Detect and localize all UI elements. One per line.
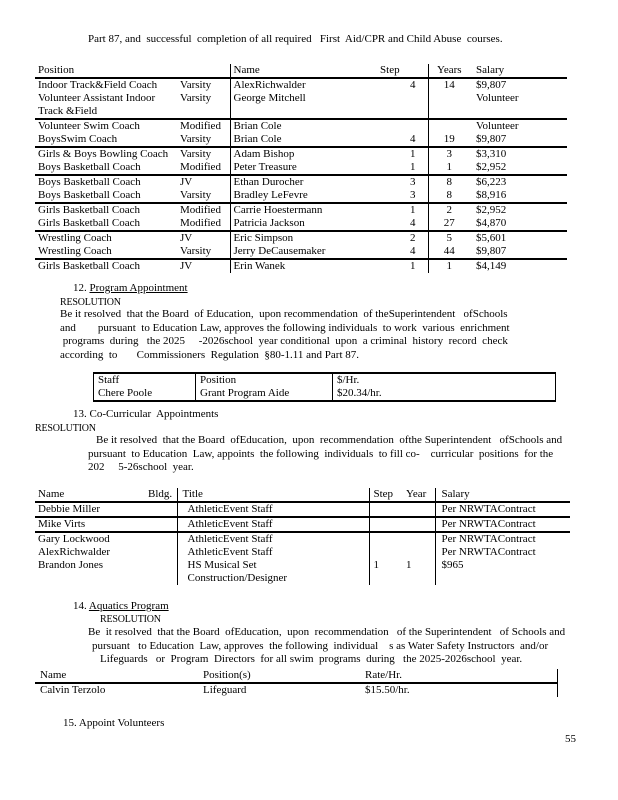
cell-years: 1	[446, 161, 453, 173]
header-rate: $/Hr.	[337, 374, 360, 386]
header-positions: Position(s)	[198, 669, 360, 683]
aquatics-table	[35, 669, 558, 697]
cell-level: JV	[180, 175, 230, 189]
cell-salary: $4,870	[476, 217, 507, 229]
cell-level: Varsity	[180, 133, 230, 147]
header-title: Title	[177, 488, 369, 502]
section-12-body	[60, 308, 510, 362]
section-number: 12.	[73, 282, 87, 294]
resolution-label: RESOLUTION	[100, 614, 161, 625]
cell-name: Debbie Miller	[38, 503, 101, 515]
cell-staff: Chere Poole	[94, 387, 196, 401]
cell-years	[428, 119, 470, 133]
cell-name: Carrie Hoestermann	[230, 203, 375, 217]
cell-step: 4	[375, 133, 428, 147]
body-line: Be it resolved that the Board ofEducation, upon recommendation ofthe Superintendent ofSchools and	[96, 434, 563, 446]
cell-rate: $15.50/hr.	[360, 683, 557, 697]
table-header-row	[35, 64, 567, 78]
body-line: Lifeguards or Program Directors for all swim programs during the 2025-2026school year.	[100, 653, 523, 665]
cell-step	[375, 119, 428, 133]
cell-rate: $20.34/hr.	[337, 387, 382, 399]
header-rate: Rate/Hr.	[360, 669, 557, 683]
table-row	[35, 217, 567, 231]
header-staff: Staff	[94, 373, 196, 387]
cell-step	[369, 517, 402, 532]
body-line: pursuant to Education Law, appoints the following individuals to fill co- curricular positions for the	[88, 447, 554, 460]
header-step: Step	[369, 488, 402, 502]
co-curricular-table	[35, 488, 570, 585]
cell-salary: $9,807	[476, 79, 507, 91]
table-row	[35, 502, 570, 517]
cell-step: 4	[375, 245, 428, 259]
section-title: Appoint Volunteers	[78, 717, 165, 729]
header-salary: Salary	[435, 488, 570, 502]
cell-year	[402, 517, 435, 532]
cell-years: 19	[443, 133, 455, 145]
cell-salary: Per NRWTAContract	[441, 546, 536, 558]
cell-level: Varsity	[180, 147, 230, 161]
cell-step: 4	[375, 217, 428, 231]
header-position: Position	[35, 64, 230, 78]
table-row	[35, 189, 567, 203]
cell-salary: Per NRWTAContract	[435, 532, 570, 546]
header-salary: Salary	[470, 64, 567, 78]
cell-position: Girls Basketball Coach	[38, 217, 141, 229]
cell-year	[402, 502, 435, 517]
cell-year: 1	[402, 559, 435, 585]
cell-level: Modified	[180, 161, 230, 175]
cell-bldg	[148, 559, 177, 585]
body-line: programs during the 2025 -2026school year conditional upon a criminal history record check	[60, 335, 508, 347]
cell-name: Peter Treasure	[233, 161, 297, 173]
cell-position: Wrestling Coach	[35, 231, 180, 245]
table-header-row	[35, 488, 570, 502]
header-year: Year	[402, 488, 435, 502]
cell-name: Gary Lockwood	[35, 532, 148, 546]
cell-salary: $8,916	[476, 189, 507, 201]
section-15-heading	[63, 717, 164, 729]
cell-name: AlexRichwalder	[38, 546, 111, 558]
section-number: 15.	[63, 717, 77, 729]
cell-positions: Lifeguard	[203, 684, 247, 696]
cell-years	[428, 92, 470, 119]
cell-salary: Per NRWTAContract	[435, 517, 570, 532]
cell-bldg	[148, 502, 177, 517]
cell-bldg	[148, 546, 177, 559]
cell-position: Girls & Boys Bowling Coach	[35, 147, 180, 161]
cell-salary: Per NRWTAContract	[441, 503, 536, 515]
program-appointment-table	[93, 372, 556, 402]
cell-level: Varsity	[180, 92, 230, 119]
coaching-appointments-table	[35, 64, 567, 273]
page-number: 55	[565, 733, 576, 745]
header-position: Position	[196, 373, 333, 387]
section-number: 13.	[73, 408, 87, 420]
cell-title	[177, 559, 369, 585]
cell-name: George Mitchell	[233, 92, 306, 104]
header-bldg: Bldg.	[148, 488, 177, 502]
intro-paragraph: Part 87, and successful completion of all required First Aid/CPR and Child Abuse courses.	[88, 33, 503, 45]
table-row	[35, 532, 570, 546]
header-years: Years	[428, 64, 470, 78]
cell-name: Erin Wanek	[230, 259, 375, 273]
table-row	[35, 175, 567, 189]
cell-step	[369, 546, 402, 559]
cell-years: 14	[443, 79, 455, 91]
cell-year	[402, 546, 435, 559]
cell-bldg	[148, 532, 177, 546]
cell-position: Girls Basketball Coach	[35, 259, 180, 273]
cell-title: AthleticEvent Staff	[177, 532, 369, 546]
resolution-label: RESOLUTION	[35, 423, 96, 434]
cell-years: 3	[428, 147, 470, 161]
cell-years: 1	[428, 259, 470, 273]
cell-salary: $3,310	[470, 147, 567, 161]
cell-level: Varsity	[180, 245, 230, 259]
cell-position: BoysSwim Coach	[38, 133, 118, 145]
cell-year	[402, 532, 435, 546]
table-row	[94, 387, 556, 401]
cell-salary: $965	[441, 559, 464, 571]
table-row	[35, 78, 567, 92]
cell-years: 5	[428, 231, 470, 245]
cell-salary: $4,149	[470, 259, 567, 273]
cell-level: Modified	[180, 217, 230, 231]
cell-name: Brandon Jones	[38, 559, 104, 571]
cell-name: Mike Virts	[35, 517, 148, 532]
resolution-label: RESOLUTION	[60, 297, 121, 308]
cell-name: Bradley LeFevre	[233, 189, 308, 201]
cell-name: Ethan Durocher	[230, 175, 375, 189]
table-row	[35, 203, 567, 217]
cell-level: Varsity	[180, 189, 230, 203]
cell-years: 8	[428, 175, 470, 189]
table-row	[35, 92, 567, 119]
cell-salary: $6,223	[470, 175, 567, 189]
cell-salary: Volunteer	[476, 92, 519, 104]
cell-name: Brian Cole	[233, 133, 282, 145]
cell-name: Patricia Jackson	[233, 217, 305, 229]
cell-step: 3	[375, 189, 428, 203]
cell-title: AthleticEvent Staff	[177, 546, 369, 559]
cell-salary: Volunteer	[470, 119, 567, 133]
table-row	[35, 147, 567, 161]
cell-step: 4	[375, 78, 428, 92]
cell-position: Grant Program Aide	[196, 387, 333, 401]
body-line: Be it resolved that the Board ofEducation, upon recommendation of the Superintendent of Schools and	[88, 626, 566, 638]
section-title: Aquatics Program	[88, 600, 169, 612]
cell-level: JV	[180, 259, 230, 273]
table-row	[35, 231, 567, 245]
body-line: Be it resolved that the Board of Education, upon recommendation of theSuperintendent ofSchools	[60, 308, 508, 320]
cell-position: Boys Basketball Coach	[38, 161, 141, 173]
cell-position: Indoor Track&Field Coach	[38, 79, 158, 91]
body-line: according to Commissioners Regulation §80-1.11 and Part 87.	[60, 348, 359, 361]
section-14-heading	[73, 600, 169, 612]
body-line: pursuant to Education Law, approves the following individual s as Water Safety Instructors and/or	[92, 639, 549, 652]
cell-salary: $9,807	[476, 245, 507, 257]
cell-position: Volunteer Assistant Indoor Track &Field	[38, 92, 156, 117]
cell-years: 2	[428, 203, 470, 217]
cell-position: Wrestling Coach	[38, 245, 112, 257]
cell-step	[375, 92, 428, 119]
section-title: Co-Curricular Appointments	[89, 408, 219, 420]
cell-level: Modified	[180, 203, 230, 217]
cell-position: Boys Basketball Coach	[38, 189, 141, 201]
cell-position: Girls Basketball Coach	[35, 203, 180, 217]
cell-step: 1	[375, 259, 428, 273]
section-13-body	[88, 434, 562, 475]
cell-step: 1	[373, 559, 379, 571]
table-row	[35, 259, 567, 273]
body-line: and pursuant to Education Law, approves the following individuals to work various enrichment	[60, 321, 510, 334]
cell-step: 3	[375, 175, 428, 189]
section-14-body	[88, 626, 565, 667]
cell-level: JV	[180, 231, 230, 245]
title-line-1: HS Musical Set	[187, 559, 257, 571]
table-row	[35, 161, 567, 175]
cell-bldg	[148, 517, 177, 532]
table-row	[35, 245, 567, 259]
cell-name: Calvin Terzolo	[40, 684, 106, 696]
body-line: 202 5-26school year.	[88, 461, 194, 473]
table-row	[35, 517, 570, 532]
cell-name: AlexRichwalder	[233, 79, 306, 91]
header-name: Name	[35, 669, 198, 683]
cell-years: 27	[443, 217, 455, 229]
cell-step	[369, 532, 402, 546]
cell-step: 1	[375, 161, 428, 175]
section-number: 14.	[73, 600, 87, 612]
cell-years: 44	[443, 245, 455, 257]
cell-name: Eric Simpson	[230, 231, 375, 245]
section-13-heading	[73, 408, 218, 420]
table-row	[35, 683, 557, 697]
cell-name: Jerry DeCausemaker	[233, 245, 326, 257]
title-line-2: Construction/Designer	[187, 572, 288, 584]
cell-step: 1	[375, 203, 428, 217]
section-title: Program Appointment	[89, 282, 188, 294]
cell-step: 1	[375, 147, 428, 161]
cell-salary: $5,601	[470, 231, 567, 245]
table-row	[35, 559, 570, 585]
cell-position: Boys Basketball Coach	[35, 175, 180, 189]
section-12-heading	[73, 282, 188, 294]
header-step: Step	[375, 64, 428, 78]
table-row	[35, 119, 567, 133]
cell-title: AthleticEvent Staff	[177, 502, 369, 517]
cell-title: AthleticEvent Staff	[177, 517, 369, 532]
cell-step: 2	[375, 231, 428, 245]
cell-name: Adam Bishop	[230, 147, 375, 161]
cell-years: 8	[446, 189, 453, 201]
header-name: Name	[35, 488, 148, 502]
cell-position: Volunteer Swim Coach	[35, 119, 180, 133]
cell-step	[369, 502, 402, 517]
cell-name: Brian Cole	[230, 119, 375, 133]
cell-salary: $2,952	[476, 161, 507, 173]
cell-level: Modified	[180, 119, 230, 133]
table-row	[35, 133, 567, 147]
cell-level: Varsity	[180, 78, 230, 92]
cell-salary: $9,807	[476, 133, 507, 145]
table-header-row	[35, 669, 557, 683]
table-row	[35, 546, 570, 559]
table-header-row	[94, 373, 556, 387]
header-name: Name	[230, 64, 375, 78]
cell-salary: $2,952	[470, 203, 567, 217]
